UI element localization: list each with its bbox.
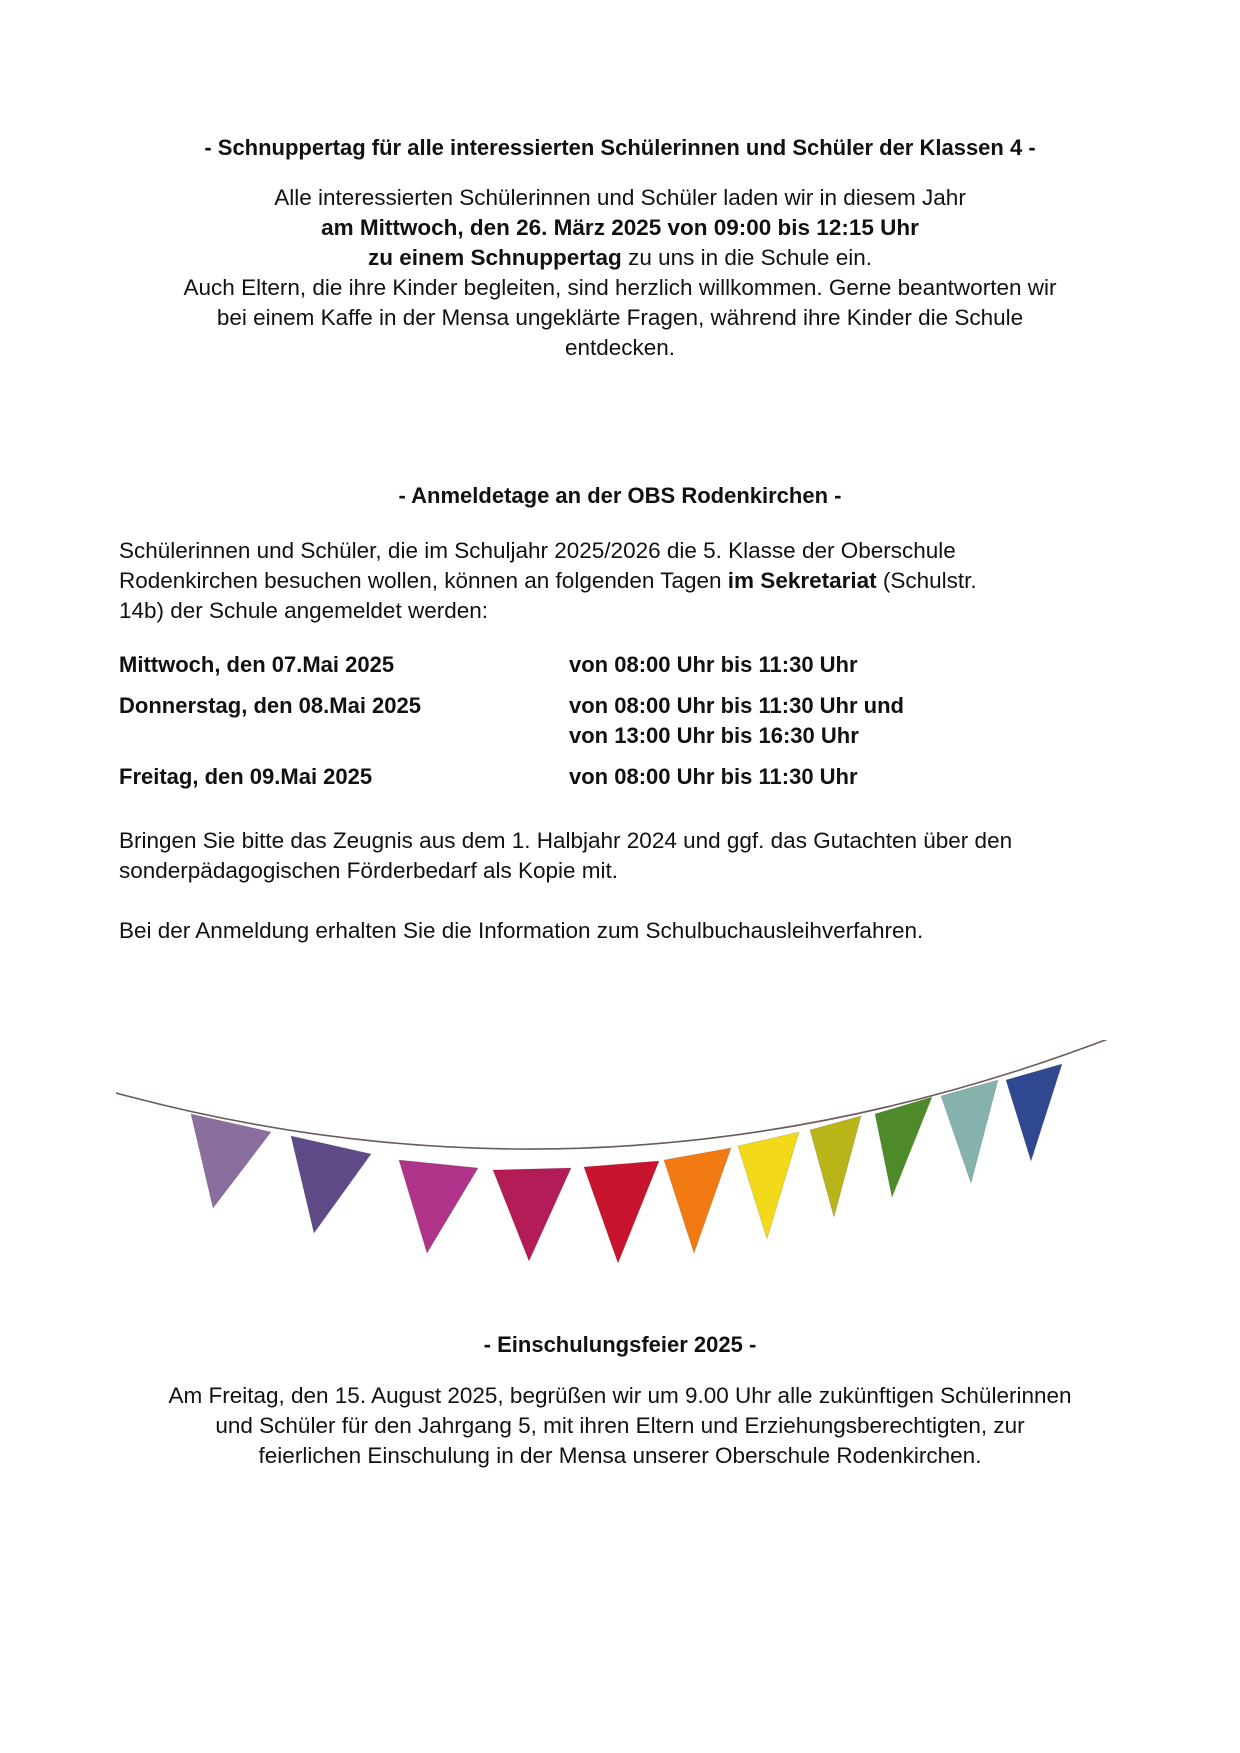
- text-span: zu uns in die Schule ein.: [621, 245, 872, 270]
- bunting-flag: [584, 1161, 659, 1263]
- section-heading: - Schnuppertag für alle interessierten Schülerinnen und Schüler der Klassen 4 -: [204, 135, 1036, 160]
- date-time-bold: am Mittwoch, den 26. März 2025 von 09:00 bis 12:15 Uhr: [321, 215, 919, 240]
- bunting-flag: [493, 1168, 571, 1261]
- text-line: Auch Eltern, die ihre Kinder begleiten, sind herzlich willkommen. Gerne beantworten wir: [183, 275, 1057, 300]
- section-heading: - Einschulungsfeier 2025 -: [483, 1332, 757, 1357]
- anmeldetage-heading: [0, 482, 1240, 510]
- text-line: 14b) der Schule angemeldet werden:: [119, 598, 488, 623]
- schedule-day: Donnerstag, den 08.Mai 2025: [119, 693, 421, 718]
- text-line: Schülerinnen und Schüler, die im Schuljahr 2025/2026 die 5. Klasse der Oberschule: [119, 538, 956, 563]
- bunting-flag: [738, 1132, 799, 1239]
- bunting-flag: [1006, 1064, 1062, 1161]
- schedule-time: von 13:00 Uhr bis 16:30 Uhr: [569, 723, 859, 748]
- schnuppertag-bold: zu einem Schnuppertag: [368, 245, 622, 270]
- text-line: feierlichen Einschulung in der Mensa unserer Oberschule Rodenkirchen.: [258, 1443, 982, 1468]
- bunting-flag: [810, 1116, 861, 1217]
- text-line: Alle interessierten Schülerinnen und Schüler laden wir in diesem Jahr: [274, 185, 966, 210]
- text-line: Am Freitag, den 15. August 2025, begrüßen wir um 9.00 Uhr alle zukünftigen Schülerinnen: [168, 1383, 1072, 1408]
- text-line: bei einem Kaffe in der Mensa ungeklärte Fragen, während ihre Kinder die Schule: [216, 305, 1024, 330]
- bunting-flag: [941, 1080, 998, 1183]
- anmeldetage-intro: [119, 536, 1129, 626]
- text-line: entdecken.: [564, 335, 676, 360]
- sekretariat-bold: im Sekretariat: [727, 568, 877, 593]
- text-line-mixed: [0, 243, 1240, 273]
- bunting-flag: [291, 1136, 371, 1233]
- schnuppertag-text: [0, 183, 1240, 363]
- text-line: sonderpädagogischen Förderbedarf als Kopie mit.: [119, 858, 619, 883]
- section-heading: - Anmeldetage an der OBS Rodenkirchen -: [398, 483, 842, 508]
- einschulung-heading: [0, 1331, 1240, 1359]
- text-line: Bringen Sie bitte das Zeugnis aus dem 1. Halbjahr 2024 und ggf. das Gutachten über den: [119, 828, 1013, 853]
- zeugnis-note: [119, 826, 1129, 886]
- bunting-flags: [191, 1064, 1062, 1263]
- bunting-flag: [399, 1160, 478, 1253]
- schedule-day: Mittwoch, den 07.Mai 2025: [119, 652, 395, 677]
- text-line: und Schüler für den Jahrgang 5, mit ihren Eltern und Erziehungsberechtigten, zur: [215, 1413, 1025, 1438]
- schedule-time: von 08:00 Uhr bis 11:30 Uhr: [569, 652, 858, 677]
- bunting-illustration: [116, 1040, 1126, 1290]
- bunting-flag: [191, 1114, 271, 1208]
- text-line: Bei der Anmeldung erhalten Sie die Information zum Schulbuchausleihverfahren.: [119, 918, 924, 943]
- text-span: Rodenkirchen besuchen wollen, können an folgenden Tagen: [119, 568, 728, 593]
- text-span: (Schulstr.: [876, 568, 977, 593]
- schedule-time: von 08:00 Uhr bis 11:30 Uhr: [569, 764, 858, 789]
- text-line-mixed: [119, 566, 1129, 596]
- schulbuch-note: [119, 916, 1129, 946]
- bunting-flag: [875, 1097, 932, 1197]
- einschulung-text: [0, 1381, 1240, 1471]
- text-line-bold: [0, 213, 1240, 243]
- bunting-flag: [664, 1148, 731, 1253]
- schedule-day: Freitag, den 09.Mai 2025: [119, 764, 373, 789]
- schedule-time: von 08:00 Uhr bis 11:30 Uhr und: [569, 693, 904, 718]
- schnuppertag-heading: [0, 134, 1240, 162]
